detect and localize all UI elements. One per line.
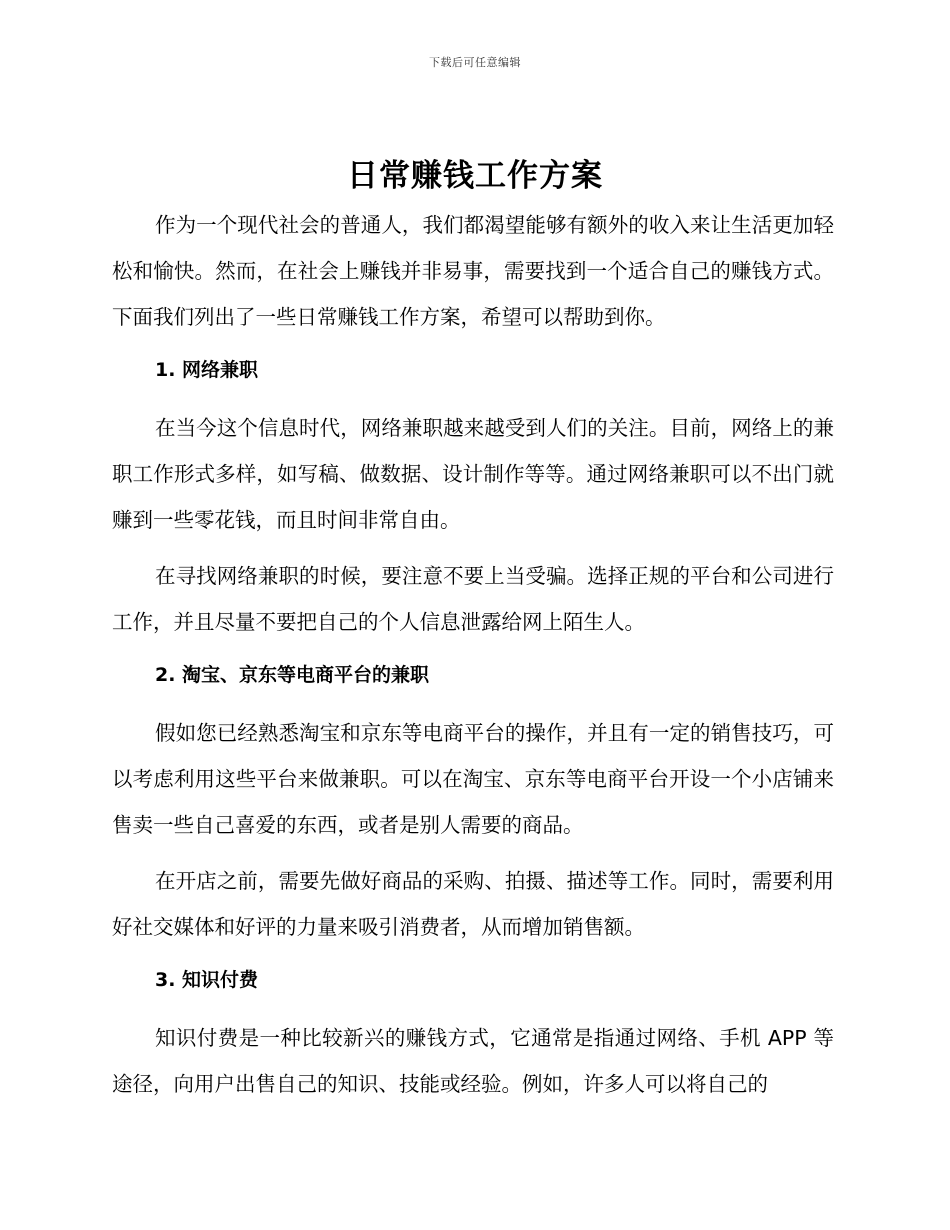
section-3-paragraph-1: 知识付费是一种比较新兴的赚钱方式，它通常是指通过网络、手机 APP 等途径，向用户出售自己的知识、技能或经验。例如，许多人可以将自己的 (112, 1026, 834, 1096)
section-heading-2: 2. 淘宝、京东等电商平台的兼职 (155, 664, 430, 686)
page-title: 日常赚钱工作方案 (347, 158, 603, 194)
intro-paragraph: 作为一个现代社会的普通人，我们都渴望能够有额外的收入来让生活更加轻松和愉快。然而，在社会上赚钱并非易事，需要找到一个适合自己的赚钱方式。下面我们列出了一些日常赚钱工作方案，希望可以帮助到你。 (112, 213, 834, 329)
section-1-paragraph-2: 在寻找网络兼职的时候，要注意不要上当受骗。选择正规的平台和公司进行工作，并且尽量不要把自己的个人信息泄露给网上陌生人。 (112, 564, 834, 634)
header-note: 下载后可任意编辑 (429, 56, 521, 69)
section-2-paragraph-1: 假如您已经熟悉淘宝和京东等电商平台的操作，并且有一定的销售技巧，可以考虑利用这些平台来做兼职。可以在淘宝、京东等电商平台开设一个小店铺来售卖一些自己喜爱的东西，或者是别人需要的商品。 (112, 721, 834, 837)
section-1-paragraph-1: 在当今这个信息时代，网络兼职越来越受到人们的关注。目前，网络上的兼职工作形式多样，如写稿、做数据、设计制作等等。通过网络兼职可以不出门就赚到一些零花钱，而且时间非常自由。 (112, 416, 834, 532)
section-heading-1: 1. 网络兼职 (155, 359, 259, 381)
section-heading-3: 3. 知识付费 (155, 969, 259, 991)
document-body (112, 202, 834, 1117)
section-2-paragraph-2: 在开店之前，需要先做好商品的采购、拍摄、描述等工作。同时，需要利用好社交媒体和好评的力量来吸引消费者，从而增加销售额。 (112, 869, 834, 939)
